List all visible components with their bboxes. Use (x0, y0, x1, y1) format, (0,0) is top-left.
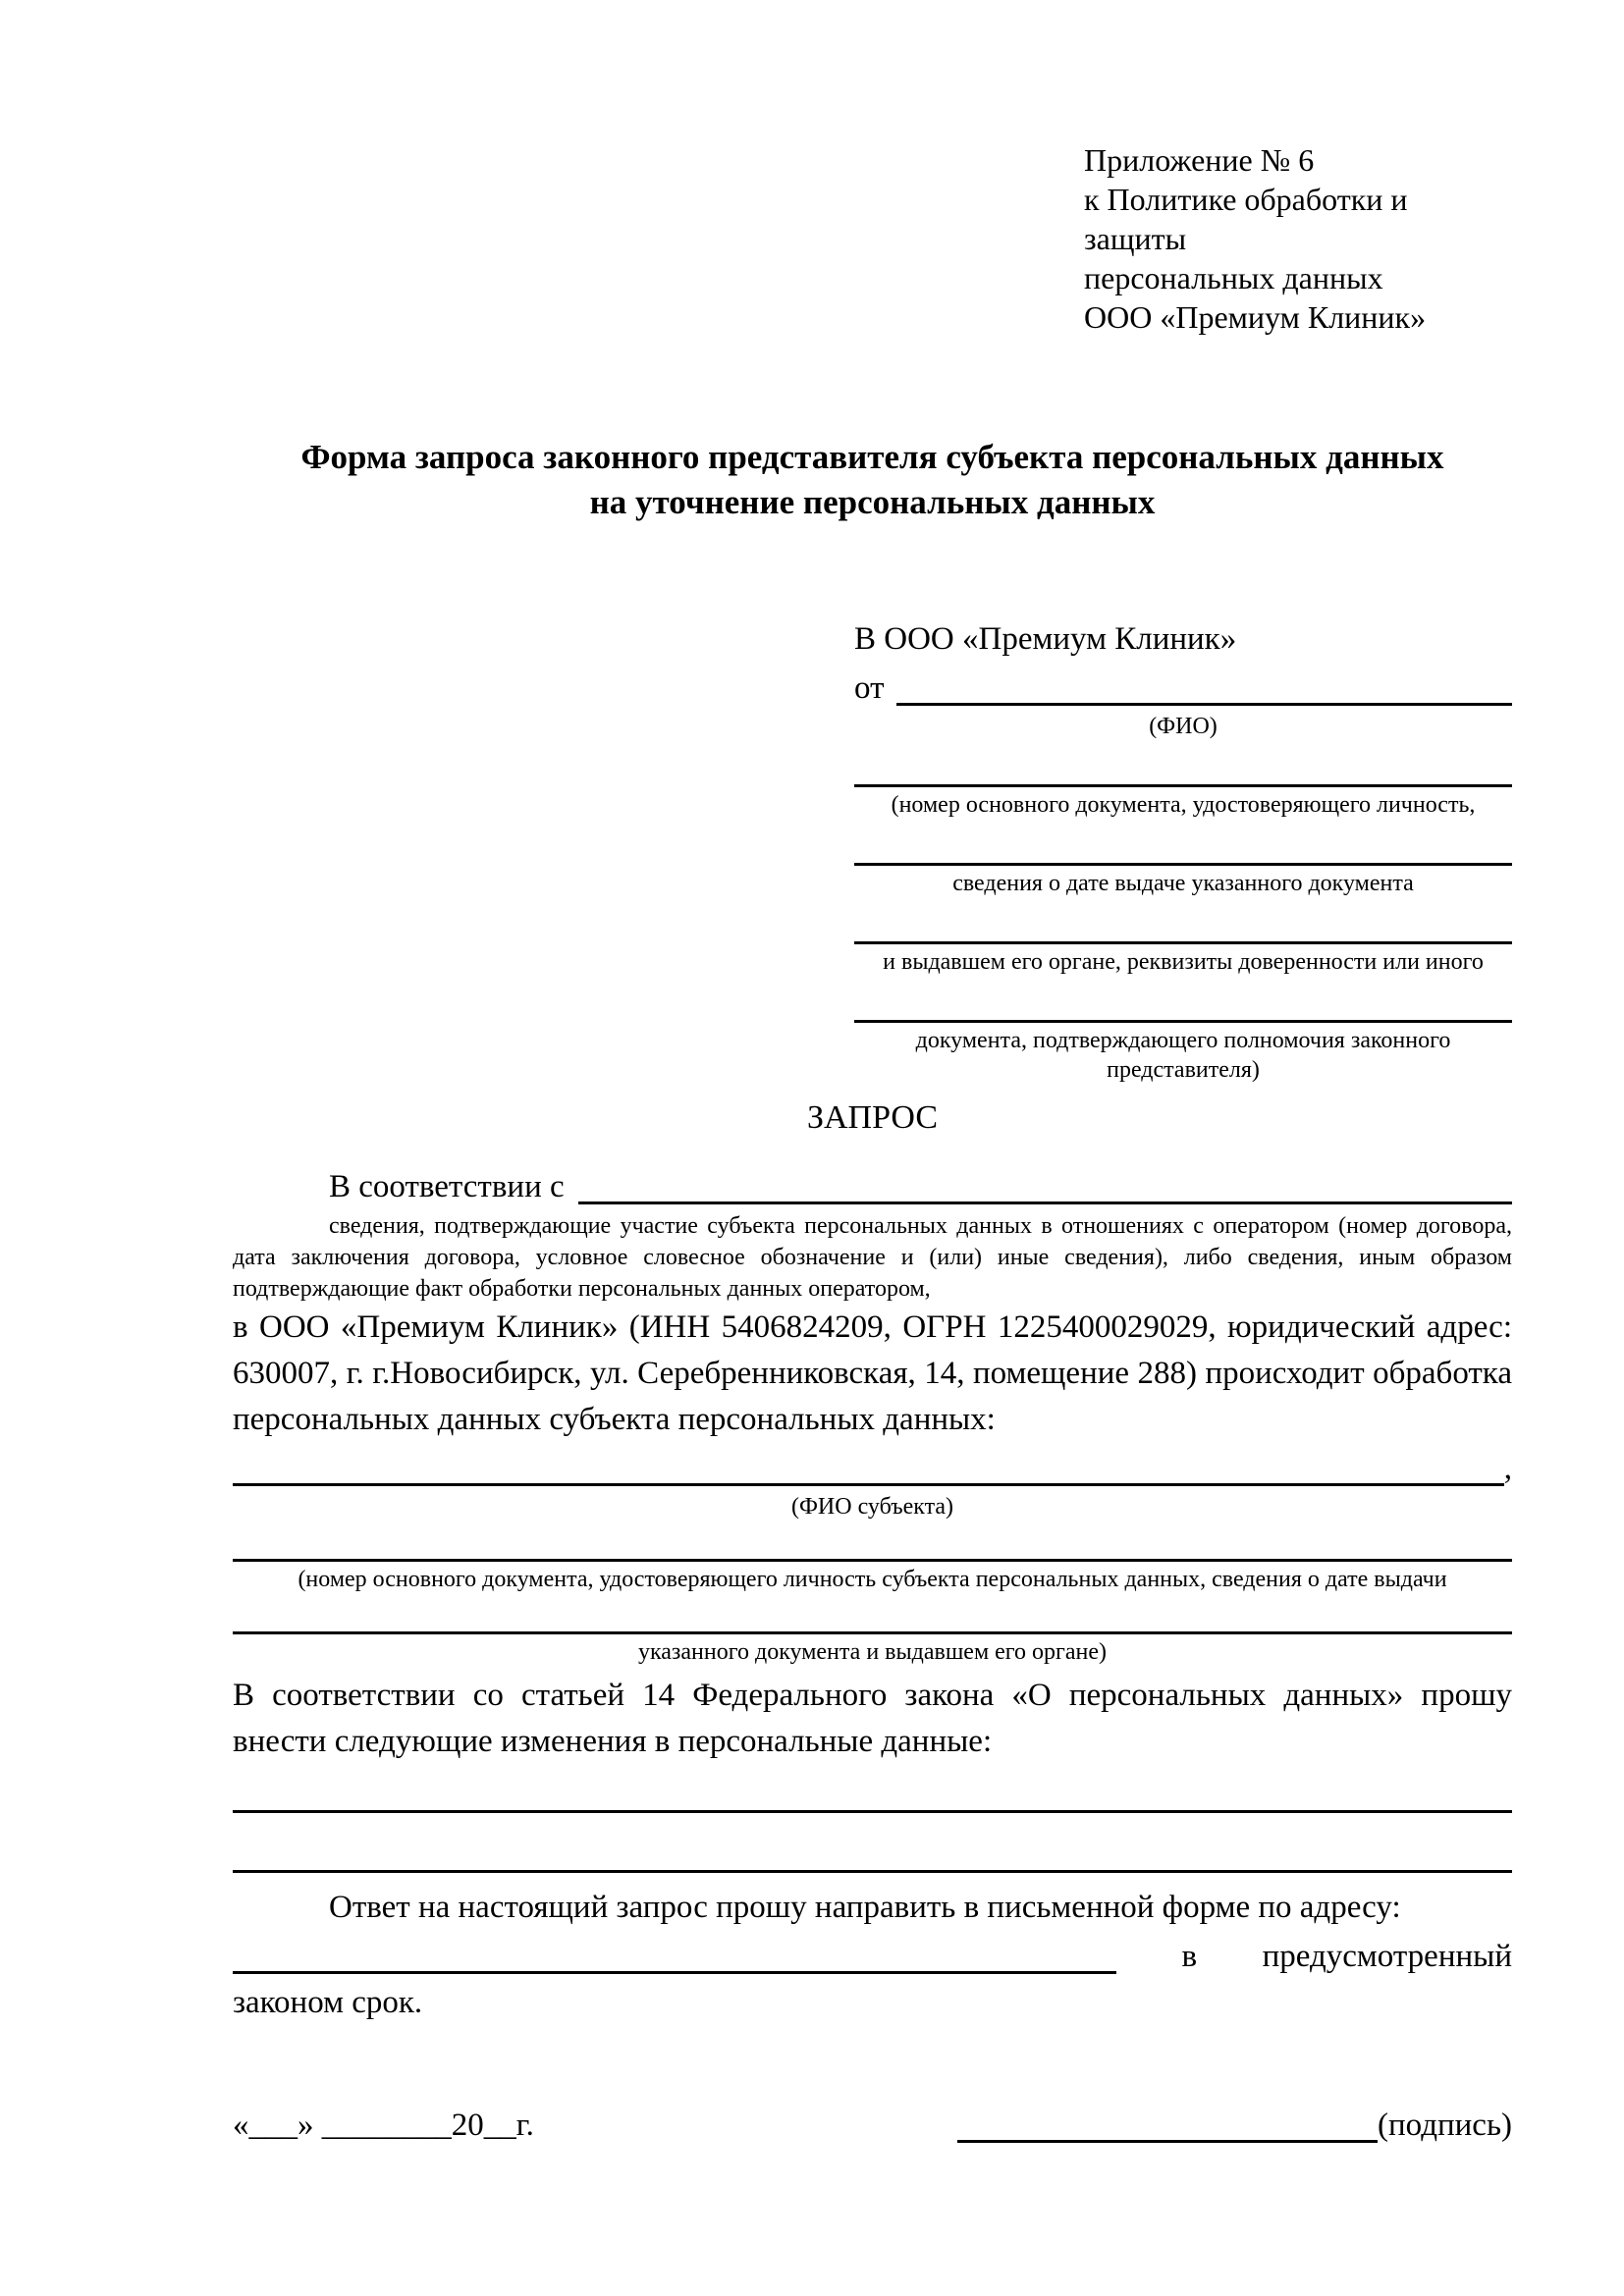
from-blank-line (896, 703, 1513, 706)
appendix-line: ООО «Премиум Клиник» (1084, 299, 1427, 335)
date-field: «___» ________20__г. (233, 2108, 534, 2143)
subject-fio-row (233, 1443, 1512, 1492)
blank-caption: сведения о дате выдаче указанного документа (952, 871, 1414, 896)
answer-address-row (233, 1931, 1512, 1980)
form-title-line-1: Форма запроса законного представителя субъекта персональных данных (300, 438, 1444, 476)
appendix-line: персональных данных (1084, 260, 1383, 295)
subject-fio-blank-line (233, 1483, 1504, 1486)
trailing-comma: , (1503, 1451, 1512, 1486)
addressee-to: В ООО «Премиум Клиник» (854, 621, 1237, 657)
answer-paragraph: Ответ на настоящий запрос прошу направить в письменной форме по адресу: (329, 1890, 1401, 1925)
subject-fio-caption: (ФИО субъекта) (790, 1494, 954, 1520)
answer-tail-word: в (1181, 1939, 1198, 1974)
changes-blank-line (233, 1810, 1512, 1813)
subject-doc-blank-line (233, 1559, 1512, 1562)
answer-tail-word: предусмотренный (1262, 1939, 1512, 1974)
blank-line (854, 1020, 1512, 1023)
signature-blank-line (957, 2140, 1378, 2143)
date-signature-row (233, 2103, 1512, 2149)
answer-closing: законом срок. (233, 1985, 423, 2020)
subject-doc-caption: указанного документа и выдавшем его органе) (637, 1639, 1108, 1665)
appendix-block (1084, 140, 1512, 337)
subject-doc-blank-line (233, 1631, 1512, 1634)
blank-line (854, 941, 1512, 944)
accordance-row (233, 1161, 1512, 1210)
address-blank-line (233, 1971, 1116, 1974)
signature-caption: (подпись) (1378, 2108, 1512, 2143)
fio-caption: (ФИО) (1149, 714, 1218, 739)
accordance-note: сведения, подтверждающие участие субъекта персональных данных в отношениях с оператором (номер договора, дата заключения договора, условное словесное обозначение и (или) иные сведения), либо сведения, иным образом подтверждающие факт обработки персональных данных оператором, (233, 1213, 1512, 1302)
from-label: от (854, 670, 885, 706)
subject-doc-caption: (номер основного документа, удостоверяющего личность субъекта персональных данных, сведения о дате выдачи (298, 1567, 1447, 1592)
accordance-blank-line (578, 1201, 1512, 1204)
appendix-line: к Политике обработки и защиты (1084, 182, 1408, 256)
blank-line (854, 863, 1512, 866)
blank-caption: документа, подтверждающего полномочия законного представителя) (915, 1028, 1451, 1083)
blank-caption: и выдавшем его органе, реквизиты доверенности или иного (883, 949, 1484, 975)
changes-blank-line (233, 1870, 1512, 1873)
operator-paragraph: в ООО «Премиум Клиник» (ИНН 5406824209, ОГРН 1225400029029, юридический адрес: 630007, г. г.Новосибирск, ул. Серебренниковская, 14, помещение 288) происходит обработка персональных данных субъекта персональных данных: (233, 1309, 1512, 1437)
appendix-line: Приложение № 6 (1084, 142, 1315, 178)
blank-caption: (номер основного документа, удостоверяющего личность, (891, 792, 1476, 818)
article-paragraph: В соответствии со статьей 14 Федерального закона «О персональных данных» прошу внести следующие изменения в персональные данные: (233, 1678, 1512, 1759)
addressee-block (854, 615, 1512, 1085)
form-title-line-2: на уточнение персональных данных (589, 483, 1156, 521)
form-title (233, 435, 1512, 525)
accordance-label: В соответствии с (329, 1169, 565, 1204)
signature-group (957, 2103, 1512, 2149)
answer-block (233, 1885, 1512, 2026)
from-row (854, 663, 1512, 712)
request-heading: ЗАПРОС (806, 1099, 939, 1136)
blank-line (854, 784, 1512, 787)
